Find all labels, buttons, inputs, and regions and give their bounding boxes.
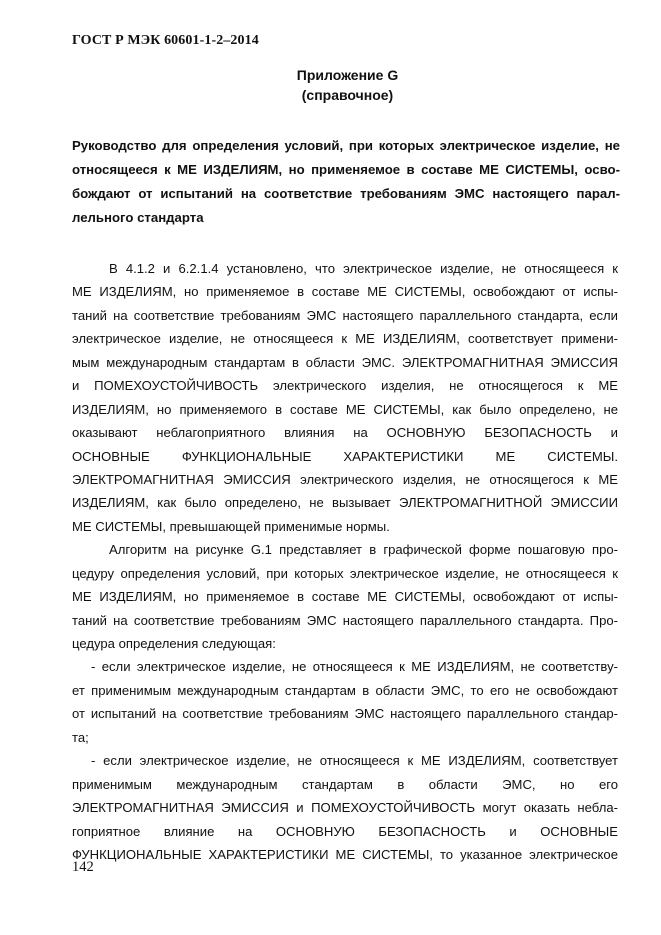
body-line: Алгоритм на рисунке G.1 представляет в графической форме пошаговую про- [109,542,618,558]
body-line: цедура определения следующая: [72,636,276,651]
heading-line: бождают от испытаний на соответствие требованиям ЭМС настоящего парал- [72,186,620,201]
body-line: МЕ СИСТЕМЫ, превышающей применимые нормы. [72,518,390,534]
body-line: от испытаний на соответствие требованиям ЭМС настоящего параллельного стандар- [72,706,618,722]
body-line: ет применимым международным стандартам в области ЭМС, то его не освобождают [72,682,618,698]
body-line: ИЗДЕЛИЯМ, но применяемого в составе МЕ СИСТЕМЫ, как было определено, не [72,401,618,417]
body-line: та; [72,729,89,745]
heading-line: относящееся к МЕ ИЗДЕЛИЯМ, но применяемое в составе МЕ СИСТЕМЫ, осво- [72,162,620,177]
body-line: цедуру определения условий, при которых электрическое изделие, не относящееся к [72,565,618,581]
body-line: В 4.1.2 и 6.2.1.4 установлено, что электрическое изделие, не относящееся к [109,261,618,276]
section-heading [72,134,620,230]
body-line: оказывают неблагоприятного влияния на ОСНОВНУЮ БЕЗОПАСНОСТЬ и [72,425,618,441]
body-line: ЭЛЕКТРОМАГНИТНАЯ ЭМИССИЯ и ПОМЕХОУСТОЙЧИВОСТЬ могут оказать небла- [72,800,618,816]
body-line: гоприятное влияние на ОСНОВНУЮ БЕЗОПАСНОСТЬ и ОСНОВНЫЕ [72,823,618,839]
body-line: МЕ ИЗДЕЛИЯМ, но применяемое в составе МЕ СИСТЕМЫ, освобождают от испы- [72,284,618,300]
body-line: ИЗДЕЛИЯМ, как было определено, не вызывает ЭЛЕКТРОМАГНИТНОЙ ЭМИССИИ [72,495,618,511]
body-line: МЕ ИЗДЕЛИЯМ, но применяемое в составе МЕ СИСТЕМЫ, освобождают от испы- [72,589,618,605]
body-line: электрическое изделие, не относящееся к МЕ ИЗДЕЛИЯМ, соответствует примени- [72,331,618,347]
page-number: 142 [72,859,94,875]
body-line: и ПОМЕХОУСТОЙЧИВОСТЬ электрического изделия, не относящегося к МЕ [72,378,618,394]
body-line: применимым международным стандартам в области ЭМС, но его [72,776,618,792]
body-text [72,257,618,866]
body-line: ФУНКЦИОНАЛЬНЫЕ ХАРАКТЕРИСТИКИ МЕ СИСТЕМЫ, то указанное электрическое [72,846,618,862]
list-item: - если электрическое изделие, не относящееся к МЕ ИЗДЕЛИЯМ, соответствует [91,753,618,769]
body-line: ОСНОВНЫЕ ФУНКЦИОНАЛЬНЫЕ ХАРАКТЕРИСТИКИ МЕ СИСТЕМЫ. [72,448,618,464]
body-line: таний на соответствие требованиям ЭМС настоящего параллельного стандарта. Про- [72,612,618,628]
list-item: - если электрическое изделие, не относящееся к МЕ ИЗДЕЛИЯМ, не соответству- [91,659,618,675]
heading-line: лельного стандарта [72,210,204,225]
body-line: ЭЛЕКТРОМАГНИТНАЯ ЭМИССИЯ электрического изделия, не относящегося к МЕ [72,471,618,487]
body-line: мым международным стандартам в области ЭМС. ЭЛЕКТРОМАГНИТНАЯ ЭМИССИЯ [72,354,618,370]
body-line: таний на соответствие требованиям ЭМС настоящего параллельного стандарта, если [72,307,618,323]
document-header: ГОСТ Р МЭК 60601-1-2–2014 [72,33,259,48]
annex-title: Приложение G [296,67,399,83]
heading-line: Руководство для определения условий, при которых электрическое изделие, не [72,138,620,153]
annex-subtitle: (справочное) [301,87,394,103]
